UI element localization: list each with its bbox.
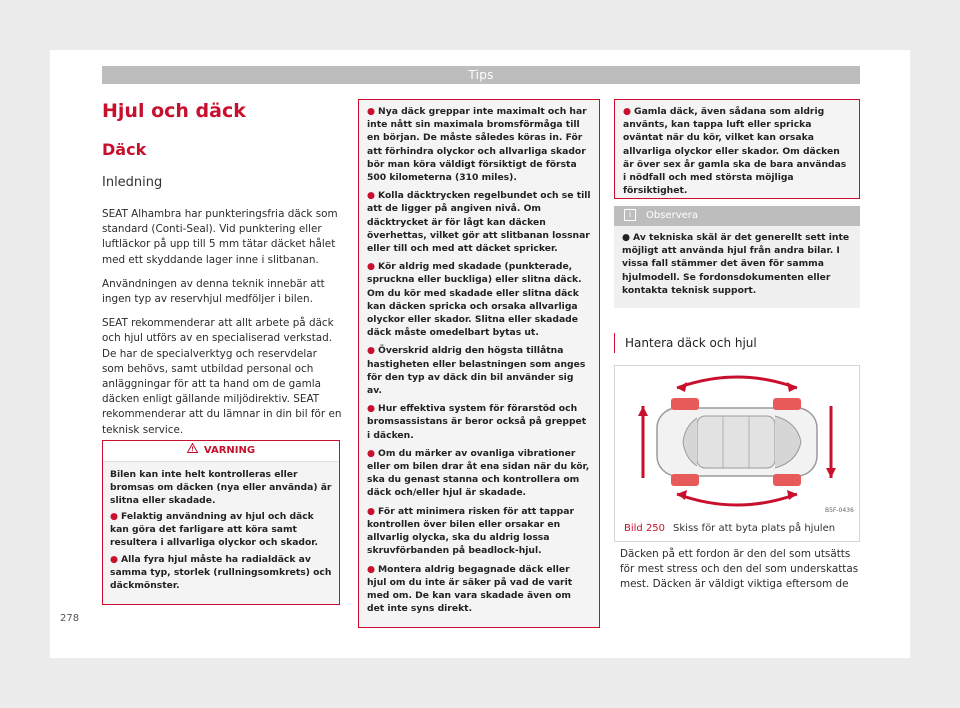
bullet-icon: ● (110, 553, 119, 565)
page-number: 278 (60, 613, 80, 624)
bullet-icon: ● (367, 563, 376, 575)
intro-text (102, 207, 342, 447)
bullet-icon: ● (367, 403, 376, 415)
section-bar-tips: Tips (102, 66, 860, 84)
warning-bullet: Gamla däck, även sådana som aldrig använts, kan tappa luft eller spricka oväntat när du kör, vilket kan orsaka allvarliga olyckor eller skador. Om däcken är över sex år gamla ska de bara användas i nödfall och med största möjliga försiktighet. (623, 106, 847, 197)
figure-caption (614, 520, 860, 538)
subsection-title: Inledning (102, 175, 163, 190)
figure-label: Bild 250 (624, 523, 666, 534)
note-body: ● Av tekniska skäl är det generellt sett inte möjligt att använda hjul från andra bilar. I vissa fall stämmer det även för samma hjulmodell. Se fordonsdokumenten eller kontakta teknisk support. (622, 232, 850, 296)
info-icon: i (624, 209, 636, 221)
warning-bullet: ● För att minimera risken för att tappar kontrollen över bilen eller orsakar en allvarlig olycka, ska du aldrig lossa skruvförbanden på beadlock-hjul. (367, 505, 574, 557)
warning-box (102, 440, 340, 605)
warning-bullet: ● Hur effektiva system för förarstöd och bromsassistans är beror också på greppet i däcken. (367, 403, 587, 441)
warning-bullet: ● Kör aldrig med skadade (punkterade, spruckna eller buckliga) eller slitna däck. Om du kör med skadade eller slitna däck kan däcken spricka och orsaka allvarliga olyckor eller skador. Slitna eller skadade däck måste omedelbart bytas ut. (367, 261, 582, 339)
warning-continued-box (358, 99, 600, 628)
bullet-icon: ● (367, 345, 376, 357)
warning-bullet: ● Överskrid aldrig den högsta tillåtna hastigheten eller belastningen som anges för den typ av däck din bil använder sig av. (367, 345, 586, 397)
bullet-icon: ● (622, 232, 631, 243)
warning-continued-box-2 (614, 99, 860, 199)
note-title: Observera (646, 210, 699, 221)
warning-bullet: ● Nya däck greppar inte maximalt och har inte nått sin maximala bromsförmåga till en början. De måste således köras in. För att förhindra olyckor och allvarliga skador bör man köra väldigt försiktigt de första 500 kilometerna (310 miles). (367, 106, 587, 184)
warning-body (103, 462, 339, 601)
section-heading: Hantera däck och hjul (614, 333, 871, 353)
warning-bullet: ● Felaktig användning av hjul och däck kan göra det farligare att köra samt resultera i allvarliga olyckor och skador. (110, 511, 318, 549)
section-title: Däck (102, 140, 147, 159)
figure-caption-text: Skiss för att byta plats på hjulen (673, 523, 836, 534)
bullet-icon: ● (367, 106, 376, 117)
bullet-icon: ● (367, 261, 376, 273)
warning-intro: Bilen kan inte helt kontrolleras eller bromsas om däcken (nya eller använda) är slitna eller skadade. (110, 469, 332, 507)
bullet-icon: ● (367, 505, 376, 517)
warning-bullet: ● Montera aldrig begagnade däck eller hjul om du inte är säker på vad de varit med om. De kan vara skadade även om det inte syns direkt. (367, 563, 573, 615)
car-topview-illustration (615, 366, 859, 516)
figure-code: B5F-0436 (825, 507, 854, 514)
bullet-icon: ● (110, 511, 119, 523)
warning-header (103, 441, 339, 462)
warning-bullet: ● Alla fyra hjul måste ha radialdäck av samma typ, storlek (rullningsomkrets) och däckmönster. (110, 553, 332, 591)
paragraph: SEAT rekommenderar att allt arbete på däck och hjul utförs av en specialiserad verkstad. De har de specialverktyg och reservdelar som behövs, samt utbildad personal och anläggningar för att ta hand om de gamla däcken enligt gällande miljödirektiv. SEAT rekommenderar att du lämnar in din bil för en teknisk service. (102, 317, 342, 436)
bullet-icon: ● (623, 106, 632, 117)
paragraph: Användningen av denna teknik innebär att ingen typ av reservhjul medföljer i bilen. (102, 277, 325, 306)
warning-triangle-icon (187, 441, 198, 461)
bullet-icon: ● (367, 190, 376, 202)
body-text: Däcken på ett fordon är den del som utsätts för mest stress och den del som underskattas mest. Däcken är väldigt viktiga eftersom de (620, 548, 859, 591)
warning-bullet: ● Kolla däcktrycken regelbundet och se till att de ligger på angiven nivå. Om däcktrycket är för lågt kan däcken överhettas, vilket gör att slitbanan lossnar eller till och med att däcket spricker. (367, 190, 591, 255)
warning-title: VARNING (203, 445, 256, 456)
figure-tire-rotation (614, 365, 860, 542)
note-box (614, 206, 860, 308)
paragraph: SEAT Alhambra har punkteringsfria däck som standard (Conti-Seal). Vid punktering eller luftläckor på upp till 5 mm tätar däcket hålet med ett skyddande lager inne i slitbanan. (102, 208, 338, 266)
warning-bullet: ● Om du märker av ovanliga vibrationer eller om bilen drar åt ena sidan när du kör, ska du genast stanna och kontrollera om däck och/eller hjul är skadade. (367, 447, 590, 499)
bullet-icon: ● (367, 447, 376, 459)
chapter-title: Hjul och däck (102, 100, 246, 122)
note-header (614, 206, 860, 226)
